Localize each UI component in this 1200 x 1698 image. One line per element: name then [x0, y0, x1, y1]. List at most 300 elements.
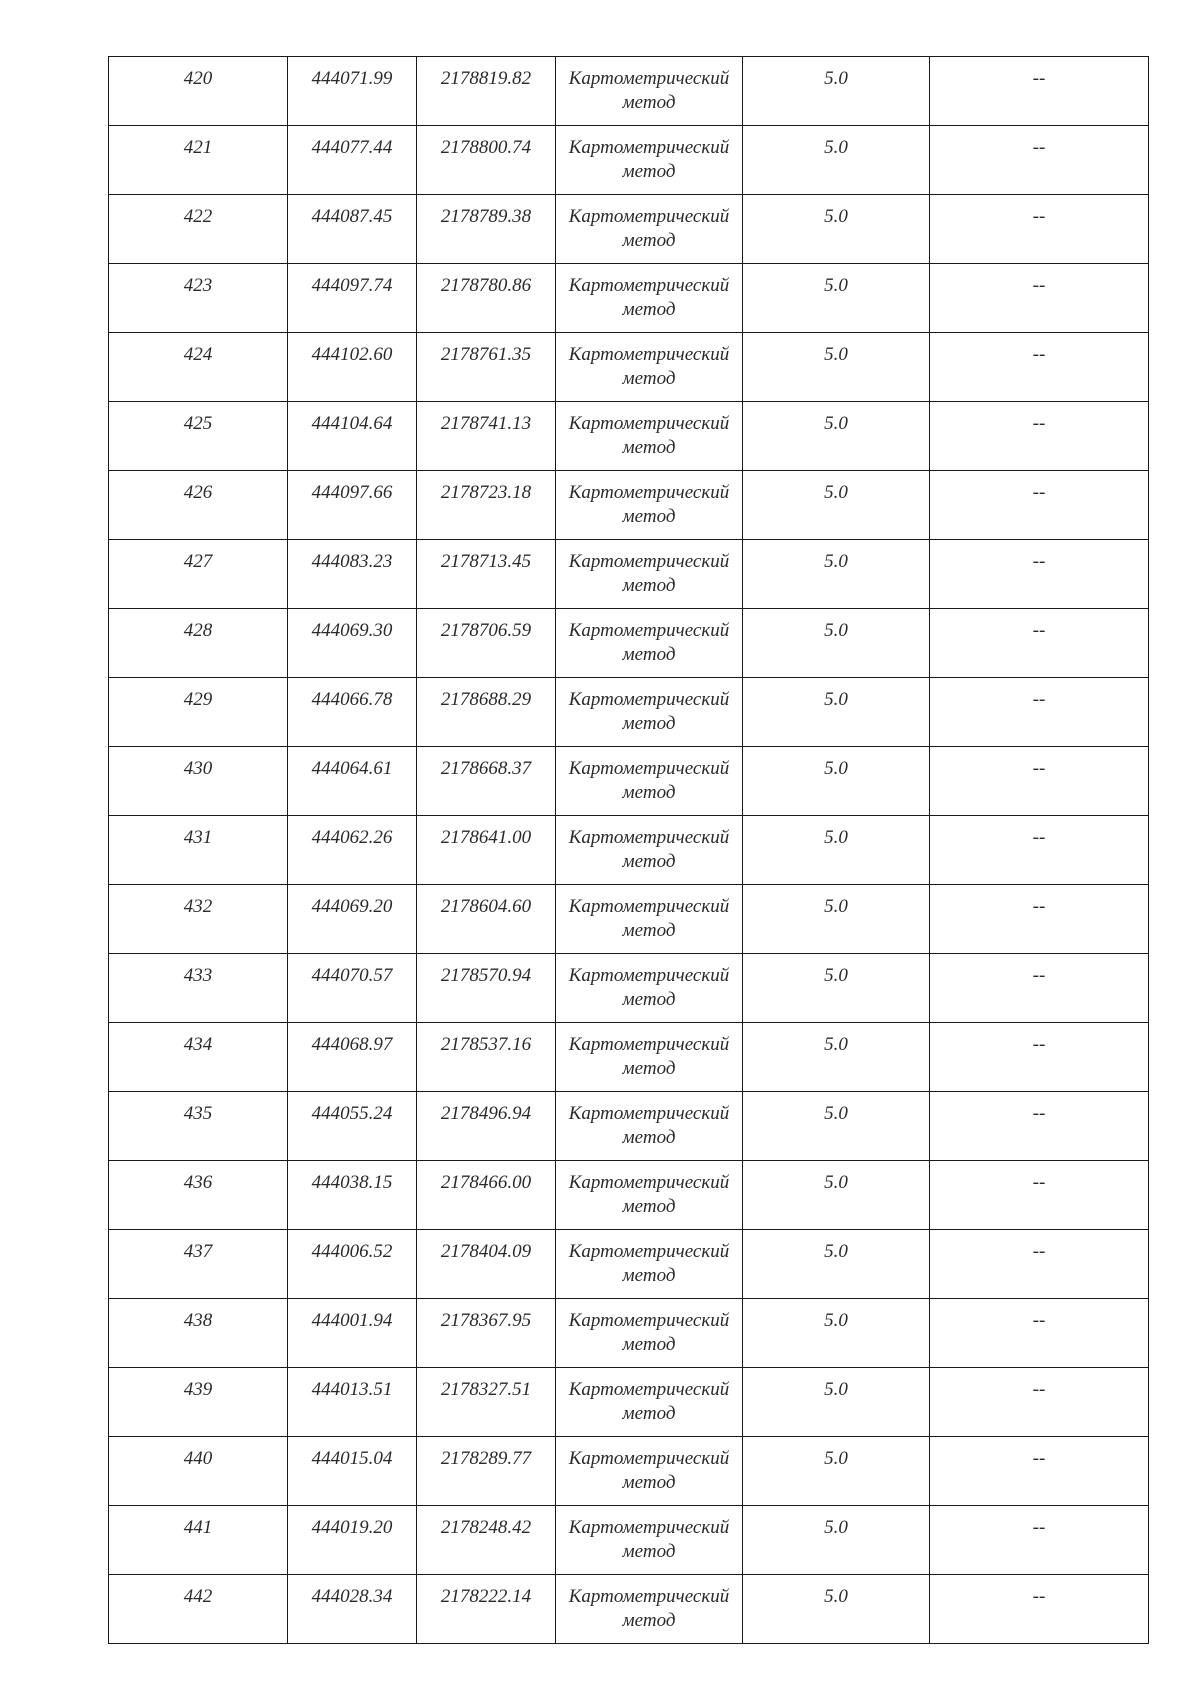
point-number-text: 420	[183, 68, 213, 89]
method-text	[556, 1230, 742, 1288]
point-number-text: 423	[183, 275, 213, 296]
accuracy-cell	[743, 402, 930, 471]
y-coordinate-cell	[417, 1299, 556, 1368]
x-coordinate-text: 444019.20	[311, 1517, 393, 1538]
method-cell	[556, 609, 743, 678]
point-number-cell	[109, 954, 288, 1023]
accuracy-text: 5.0	[824, 1517, 848, 1538]
y-coordinate-cell	[417, 57, 556, 126]
method-text-line: Картометрический	[568, 689, 730, 710]
table-row	[109, 540, 1149, 609]
note-text: --	[1032, 1172, 1046, 1193]
note-text: --	[1032, 137, 1046, 158]
point-number-cell	[109, 1161, 288, 1230]
table-row	[109, 402, 1149, 471]
note-text: --	[1032, 758, 1046, 779]
note-cell	[930, 1506, 1149, 1575]
table-row	[109, 816, 1149, 885]
y-coordinate-text: 2178222.14	[440, 1586, 532, 1607]
method-text-line: метод	[622, 1541, 676, 1562]
method-text-line: Картометрический	[568, 551, 730, 572]
method-cell	[556, 402, 743, 471]
method-text-line: Картометрический	[568, 896, 730, 917]
y-coordinate-cell	[417, 678, 556, 747]
x-coordinate-cell	[288, 402, 417, 471]
point-number-text: 433	[183, 965, 213, 986]
accuracy-cell	[743, 1299, 930, 1368]
point-number-text: 435	[183, 1103, 213, 1124]
note-text: --	[1032, 344, 1046, 365]
y-coordinate-text: 2178404.09	[440, 1241, 532, 1262]
x-coordinate-cell	[288, 540, 417, 609]
note-text: --	[1032, 206, 1046, 227]
accuracy-cell	[743, 1437, 930, 1506]
accuracy-text: 5.0	[824, 413, 848, 434]
point-number-text: 437	[183, 1241, 213, 1262]
method-cell	[556, 1230, 743, 1299]
point-number-cell	[109, 126, 288, 195]
method-text-line: Картометрический	[568, 1448, 730, 1469]
x-coordinate-text: 444064.61	[311, 758, 393, 779]
note-cell	[930, 126, 1149, 195]
y-coordinate-cell	[417, 264, 556, 333]
coordinates-table-body	[109, 57, 1149, 1644]
y-coordinate-cell	[417, 471, 556, 540]
method-text	[556, 747, 742, 805]
point-number-text: 439	[183, 1379, 213, 1400]
x-coordinate-cell	[288, 57, 417, 126]
table-row	[109, 609, 1149, 678]
accuracy-cell	[743, 57, 930, 126]
method-text-line: метод	[622, 1610, 676, 1631]
method-text	[556, 954, 742, 1012]
accuracy-cell	[743, 333, 930, 402]
accuracy-text: 5.0	[824, 1586, 848, 1607]
method-text-line: метод	[622, 506, 676, 527]
method-cell	[556, 885, 743, 954]
x-coordinate-text: 444097.66	[311, 482, 393, 503]
note-cell	[930, 885, 1149, 954]
table-row	[109, 747, 1149, 816]
point-number-cell	[109, 747, 288, 816]
method-text-line: метод	[622, 1196, 676, 1217]
x-coordinate-cell	[288, 333, 417, 402]
y-coordinate-text: 2178537.16	[440, 1034, 532, 1055]
x-coordinate-cell	[288, 1299, 417, 1368]
method-text-line: метод	[622, 92, 676, 113]
method-text-line: метод	[622, 299, 676, 320]
method-text-line: Картометрический	[568, 1103, 730, 1124]
table-row	[109, 885, 1149, 954]
method-cell	[556, 333, 743, 402]
y-coordinate-cell	[417, 1092, 556, 1161]
y-coordinate-text: 2178641.00	[440, 827, 532, 848]
point-number-cell	[109, 1230, 288, 1299]
method-text	[556, 1092, 742, 1150]
y-coordinate-text: 2178713.45	[440, 551, 532, 572]
note-text: --	[1032, 1241, 1046, 1262]
method-text	[556, 195, 742, 253]
method-text	[556, 471, 742, 529]
method-text-line: Картометрический	[568, 1310, 730, 1331]
method-text-line: Картометрический	[568, 620, 730, 641]
y-coordinate-cell	[417, 1368, 556, 1437]
method-text-line: Картометрический	[568, 206, 730, 227]
point-number-cell	[109, 1575, 288, 1644]
x-coordinate-cell	[288, 126, 417, 195]
x-coordinate-cell	[288, 954, 417, 1023]
accuracy-text: 5.0	[824, 344, 848, 365]
y-coordinate-text: 2178780.86	[440, 275, 532, 296]
x-coordinate-text: 444028.34	[311, 1586, 393, 1607]
method-text-line: метод	[622, 368, 676, 389]
point-number-cell	[109, 57, 288, 126]
accuracy-cell	[743, 126, 930, 195]
point-number-cell	[109, 609, 288, 678]
accuracy-cell	[743, 540, 930, 609]
accuracy-cell	[743, 471, 930, 540]
y-coordinate-cell	[417, 195, 556, 264]
y-coordinate-text: 2178741.13	[440, 413, 532, 434]
method-cell	[556, 471, 743, 540]
x-coordinate-cell	[288, 816, 417, 885]
accuracy-cell	[743, 1092, 930, 1161]
method-text-line: метод	[622, 1265, 676, 1286]
x-coordinate-text: 444068.97	[311, 1034, 393, 1055]
method-cell	[556, 195, 743, 264]
point-number-text: 442	[183, 1586, 213, 1607]
note-text: --	[1032, 827, 1046, 848]
method-text-line: метод	[622, 161, 676, 182]
method-text-line: метод	[622, 1058, 676, 1079]
table-row	[109, 678, 1149, 747]
accuracy-cell	[743, 1023, 930, 1092]
accuracy-cell	[743, 195, 930, 264]
method-text-line: метод	[622, 989, 676, 1010]
point-number-text: 441	[183, 1517, 213, 1538]
table-row	[109, 954, 1149, 1023]
point-number-text: 430	[183, 758, 213, 779]
note-cell	[930, 1092, 1149, 1161]
method-text	[556, 816, 742, 874]
x-coordinate-cell	[288, 1368, 417, 1437]
x-coordinate-text: 444038.15	[311, 1172, 393, 1193]
point-number-cell	[109, 333, 288, 402]
note-text: --	[1032, 1310, 1046, 1331]
point-number-cell	[109, 816, 288, 885]
method-text-line: метод	[622, 644, 676, 665]
accuracy-cell	[743, 747, 930, 816]
note-text: --	[1032, 551, 1046, 572]
x-coordinate-text: 444070.57	[311, 965, 393, 986]
accuracy-text: 5.0	[824, 1379, 848, 1400]
method-text-line: метод	[622, 782, 676, 803]
method-text	[556, 678, 742, 736]
accuracy-cell	[743, 264, 930, 333]
note-cell	[930, 1575, 1149, 1644]
method-cell	[556, 1023, 743, 1092]
note-text: --	[1032, 275, 1046, 296]
method-cell	[556, 57, 743, 126]
accuracy-cell	[743, 678, 930, 747]
x-coordinate-text: 444013.51	[311, 1379, 393, 1400]
method-cell	[556, 1437, 743, 1506]
accuracy-cell	[743, 885, 930, 954]
accuracy-text: 5.0	[824, 482, 848, 503]
table-row	[109, 195, 1149, 264]
method-text	[556, 1506, 742, 1564]
y-coordinate-cell	[417, 540, 556, 609]
x-coordinate-cell	[288, 885, 417, 954]
x-coordinate-cell	[288, 1230, 417, 1299]
note-cell	[930, 1368, 1149, 1437]
note-text: --	[1032, 896, 1046, 917]
note-cell	[930, 816, 1149, 885]
point-number-cell	[109, 1506, 288, 1575]
table-row	[109, 1368, 1149, 1437]
method-text	[556, 609, 742, 667]
accuracy-cell	[743, 1230, 930, 1299]
note-text: --	[1032, 1586, 1046, 1607]
x-coordinate-text: 444071.99	[311, 68, 393, 89]
point-number-cell	[109, 264, 288, 333]
method-text-line: Картометрический	[568, 758, 730, 779]
note-text: --	[1032, 689, 1046, 710]
method-text-line: метод	[622, 1127, 676, 1148]
accuracy-cell	[743, 954, 930, 1023]
note-text: --	[1032, 1034, 1046, 1055]
method-text-line: Картометрический	[568, 1586, 730, 1607]
method-cell	[556, 1161, 743, 1230]
point-number-cell	[109, 471, 288, 540]
point-number-cell	[109, 195, 288, 264]
note-text: --	[1032, 965, 1046, 986]
accuracy-text: 5.0	[824, 1103, 848, 1124]
x-coordinate-cell	[288, 1092, 417, 1161]
x-coordinate-cell	[288, 678, 417, 747]
x-coordinate-cell	[288, 1161, 417, 1230]
y-coordinate-text: 2178688.29	[440, 689, 532, 710]
accuracy-text: 5.0	[824, 68, 848, 89]
note-cell	[930, 1230, 1149, 1299]
accuracy-text: 5.0	[824, 137, 848, 158]
x-coordinate-text: 444087.45	[311, 206, 393, 227]
method-text-line: метод	[622, 920, 676, 941]
method-text-line: Картометрический	[568, 1241, 730, 1262]
accuracy-text: 5.0	[824, 206, 848, 227]
x-coordinate-cell	[288, 195, 417, 264]
note-cell	[930, 678, 1149, 747]
y-coordinate-text: 2178466.00	[440, 1172, 532, 1193]
y-coordinate-cell	[417, 1506, 556, 1575]
x-coordinate-text: 444097.74	[311, 275, 393, 296]
y-coordinate-text: 2178789.38	[440, 206, 532, 227]
method-text-line: метод	[622, 713, 676, 734]
method-text	[556, 1575, 742, 1633]
method-text	[556, 885, 742, 943]
table-row	[109, 1506, 1149, 1575]
method-text	[556, 1368, 742, 1426]
note-cell	[930, 540, 1149, 609]
x-coordinate-cell	[288, 1023, 417, 1092]
point-number-cell	[109, 1092, 288, 1161]
method-text-line: Картометрический	[568, 482, 730, 503]
point-number-text: 431	[183, 827, 213, 848]
x-coordinate-text: 444102.60	[311, 344, 393, 365]
accuracy-text: 5.0	[824, 827, 848, 848]
y-coordinate-cell	[417, 747, 556, 816]
method-text-line: метод	[622, 1472, 676, 1493]
x-coordinate-cell	[288, 471, 417, 540]
point-number-text: 438	[183, 1310, 213, 1331]
point-number-text: 440	[183, 1448, 213, 1469]
y-coordinate-cell	[417, 1230, 556, 1299]
x-coordinate-text: 444077.44	[311, 137, 393, 158]
note-text: --	[1032, 1379, 1046, 1400]
note-cell	[930, 609, 1149, 678]
method-text-line: Картометрический	[568, 1172, 730, 1193]
point-number-cell	[109, 1437, 288, 1506]
y-coordinate-text: 2178327.51	[440, 1379, 532, 1400]
method-cell	[556, 1299, 743, 1368]
point-number-cell	[109, 1299, 288, 1368]
table-row	[109, 333, 1149, 402]
x-coordinate-cell	[288, 1506, 417, 1575]
point-number-text: 422	[183, 206, 213, 227]
method-text-line: метод	[622, 1403, 676, 1424]
note-cell	[930, 264, 1149, 333]
method-text-line: Картометрический	[568, 965, 730, 986]
y-coordinate-text: 2178723.18	[440, 482, 532, 503]
x-coordinate-text: 444055.24	[311, 1103, 393, 1124]
method-text-line: метод	[622, 575, 676, 596]
method-cell	[556, 816, 743, 885]
table-row	[109, 1161, 1149, 1230]
x-coordinate-cell	[288, 264, 417, 333]
method-text-line: метод	[622, 851, 676, 872]
note-text: --	[1032, 1448, 1046, 1469]
y-coordinate-text: 2178800.74	[440, 137, 532, 158]
y-coordinate-text: 2178819.82	[440, 68, 532, 89]
accuracy-text: 5.0	[824, 689, 848, 710]
y-coordinate-text: 2178570.94	[440, 965, 532, 986]
method-text	[556, 126, 742, 184]
note-cell	[930, 954, 1149, 1023]
method-text	[556, 1437, 742, 1495]
note-cell	[930, 1437, 1149, 1506]
x-coordinate-text: 444069.20	[311, 896, 393, 917]
table-row	[109, 126, 1149, 195]
note-text: --	[1032, 1517, 1046, 1538]
table-row	[109, 1092, 1149, 1161]
x-coordinate-text: 444083.23	[311, 551, 393, 572]
accuracy-text: 5.0	[824, 620, 848, 641]
y-coordinate-cell	[417, 816, 556, 885]
method-cell	[556, 264, 743, 333]
method-cell	[556, 126, 743, 195]
note-text: --	[1032, 68, 1046, 89]
method-cell	[556, 1092, 743, 1161]
method-text	[556, 1161, 742, 1219]
table-row	[109, 1230, 1149, 1299]
note-cell	[930, 747, 1149, 816]
method-cell	[556, 678, 743, 747]
accuracy-text: 5.0	[824, 758, 848, 779]
y-coordinate-text: 2178761.35	[440, 344, 532, 365]
method-text-line: Картометрический	[568, 137, 730, 158]
note-text: --	[1032, 482, 1046, 503]
method-text-line: метод	[622, 1334, 676, 1355]
y-coordinate-text: 2178496.94	[440, 1103, 532, 1124]
method-text	[556, 1023, 742, 1081]
method-cell	[556, 954, 743, 1023]
y-coordinate-cell	[417, 1023, 556, 1092]
note-cell	[930, 333, 1149, 402]
accuracy-cell	[743, 1368, 930, 1437]
table-row	[109, 1437, 1149, 1506]
y-coordinate-cell	[417, 1161, 556, 1230]
note-cell	[930, 1299, 1149, 1368]
method-text-line: Картометрический	[568, 1034, 730, 1055]
method-text	[556, 264, 742, 322]
point-number-text: 428	[183, 620, 213, 641]
method-text-line: Картометрический	[568, 1379, 730, 1400]
accuracy-text: 5.0	[824, 965, 848, 986]
note-cell	[930, 471, 1149, 540]
point-number-cell	[109, 540, 288, 609]
accuracy-cell	[743, 816, 930, 885]
y-coordinate-text: 2178604.60	[440, 896, 532, 917]
x-coordinate-text: 444069.30	[311, 620, 393, 641]
method-text	[556, 57, 742, 115]
y-coordinate-text: 2178668.37	[440, 758, 532, 779]
point-number-text: 436	[183, 1172, 213, 1193]
method-text-line: Картометрический	[568, 1517, 730, 1538]
point-number-cell	[109, 678, 288, 747]
y-coordinate-cell	[417, 1437, 556, 1506]
note-text: --	[1032, 413, 1046, 434]
method-text-line: метод	[622, 230, 676, 251]
note-cell	[930, 1023, 1149, 1092]
table-row	[109, 1299, 1149, 1368]
method-text	[556, 1299, 742, 1357]
accuracy-text: 5.0	[824, 1448, 848, 1469]
y-coordinate-text: 2178706.59	[440, 620, 532, 641]
note-cell	[930, 1161, 1149, 1230]
y-coordinate-cell	[417, 885, 556, 954]
method-text	[556, 402, 742, 460]
y-coordinate-cell	[417, 954, 556, 1023]
point-number-cell	[109, 1368, 288, 1437]
accuracy-text: 5.0	[824, 1241, 848, 1262]
note-text: --	[1032, 1103, 1046, 1124]
table-row	[109, 1023, 1149, 1092]
point-number-cell	[109, 885, 288, 954]
x-coordinate-text: 444104.64	[311, 413, 393, 434]
method-cell	[556, 1575, 743, 1644]
method-text-line: Картометрический	[568, 68, 730, 89]
point-number-text: 421	[183, 137, 213, 158]
x-coordinate-text: 444001.94	[311, 1310, 393, 1331]
method-cell	[556, 1368, 743, 1437]
x-coordinate-text: 444066.78	[311, 689, 393, 710]
point-number-text: 434	[183, 1034, 213, 1055]
table-row	[109, 1575, 1149, 1644]
accuracy-text: 5.0	[824, 551, 848, 572]
point-number-text: 432	[183, 896, 213, 917]
accuracy-text: 5.0	[824, 896, 848, 917]
table-row	[109, 264, 1149, 333]
